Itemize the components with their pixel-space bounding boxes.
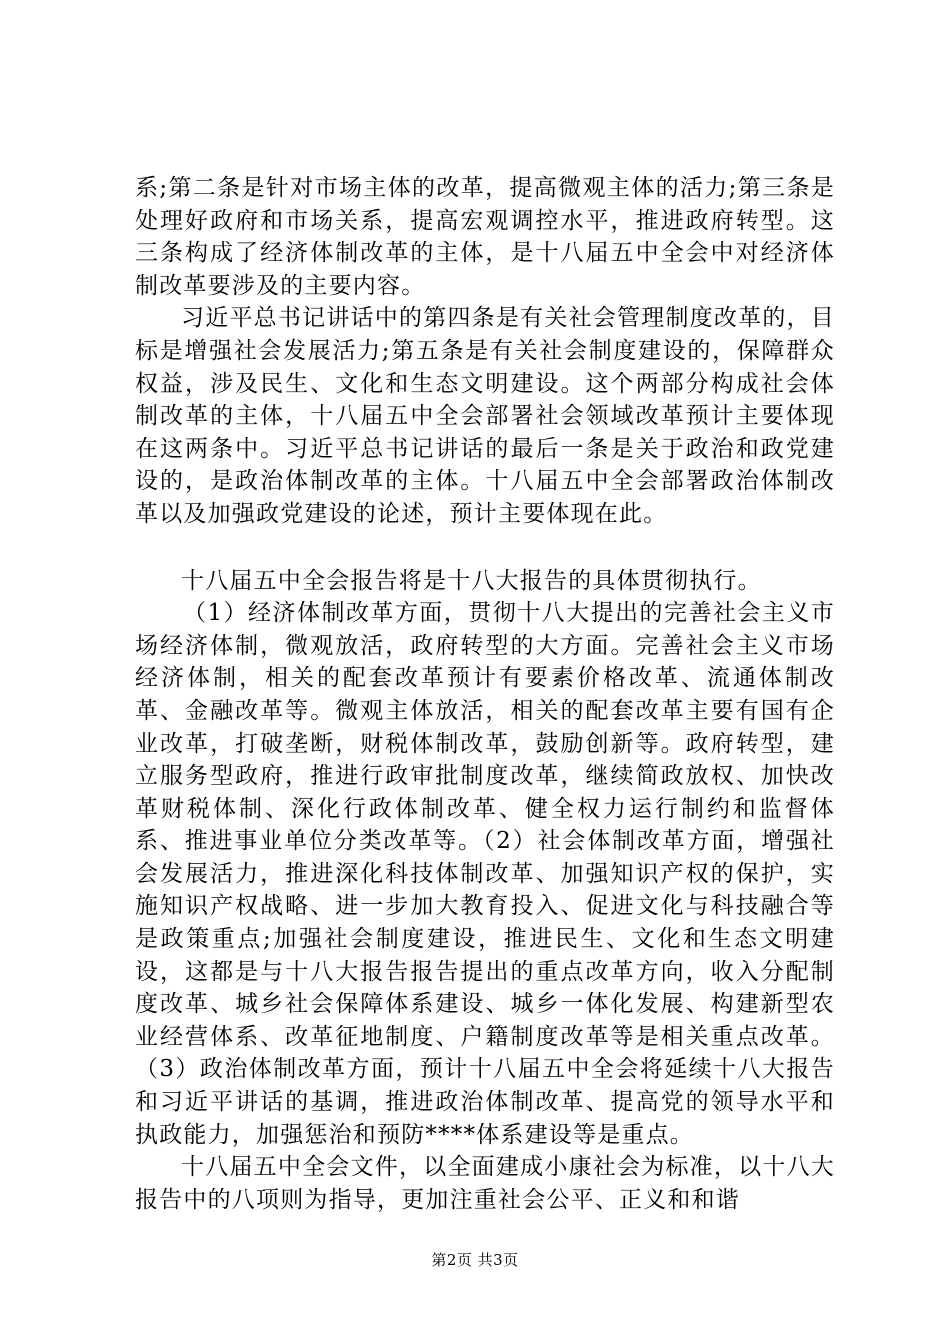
paragraph-reform-details: （1）经济体制改革方面，贯彻十八大提出的完善社会主义市场经济体制，微观放活，政府转型的大方面。完善社会主义市场经济体制，相关的配套改革预计有要素价格改革、流通体制改革、金融改革等。微观主体放活，相关的配套改革主要有国有企业改革，打破垄断，财税体制改革，鼓励创新等。政府转型，建立服务型政府，推进行政审批制度改革，继续简政放权、加快改革财税体制、深化行政体制改革、健全权力运行制约和监督体系、推进事业单位分类改革等。（2）社会体制改革方面，增强社会发展活力，推进深化科技体制改革、加强知识产权的保护，实施知识产权战略、进一步加大教育投入、促进文化与科技融合等是政策重点;加强社会制度建设，推进民生、文化和生态文明建设，这都是与十八大报告报告提出的重点改革方向，收入分配制度改革、城乡社会保障体系建设、城乡一体化发展、构建新型农业经营体系、改革征地制度、户籍制度改革等是相关重点改革。（3）政治体制改革方面，预计十八届五中全会将延续十八大报告和习近平讲话的基调，推进政治体制改革、提高党的领导水平和执政能力，加强惩治和预防****体系建设等是重点。: [135, 600, 835, 1148]
page-footer: 第2页 共3页: [431, 1251, 519, 1269]
paragraph-speech-summary: 习近平总书记讲话中的第四条是有关社会管理制度改革的，目标是增强社会发展活力;第五条是有关社会制度建设的，保障群众权益，涉及民生、文化和生态文明建设。这个两部分构成社会体制改革的主体，十八届五中全会部署社会领域改革预计主要体现在这两条中。习近平总书记讲话的最后一条是关于政治和政党建设的，是政治体制改革的主体。十八届五中全会部署政治体制改革以及加强政党建设的论述，预计主要体现在此。: [135, 305, 835, 527]
paragraph-document-principles: 十八届五中全会文件，以全面建成小康社会为标准，以十八大报告中的八项则为指导，更加注重社会公平、正义和和谐: [135, 1154, 835, 1213]
paragraph-continuation: 系;第二条是针对市场主体的改革，提高微观主体的活力;第三条是处理好政府和市场关系，提高宏观调控水平，推进政府转型。这三条构成了经济体制改革的主体，是十八届五中全会中对经济体制改革要涉及的主要内容。: [135, 175, 835, 299]
paragraph-gap: [135, 531, 835, 565]
document-body: [135, 172, 835, 1216]
paragraph-report-intro: 十八届五中全会报告将是十八大报告的具体贯彻执行。: [181, 567, 762, 594]
